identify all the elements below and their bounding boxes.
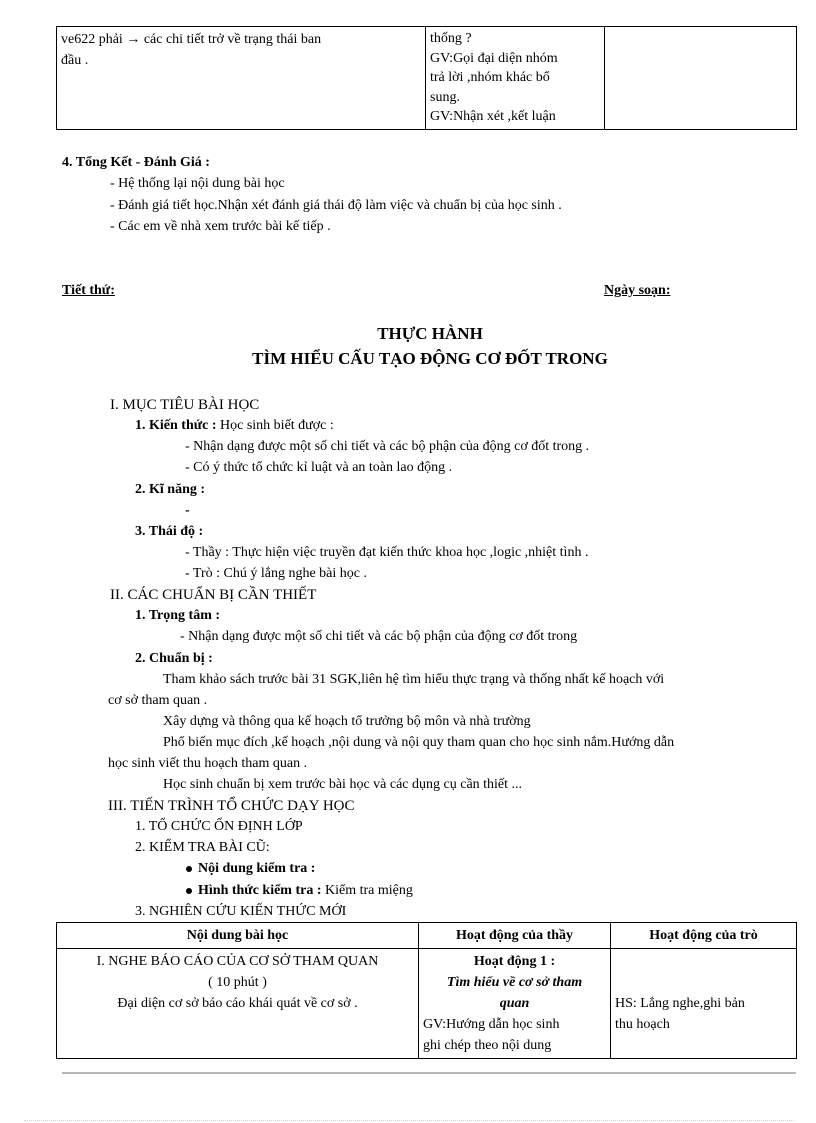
section3-item3: 3. NGHIÊN CỨU KIẾN THỨC MỚI	[135, 904, 347, 919]
cell-line: Hoạt động 1 :	[473, 954, 556, 969]
table-cell-content	[57, 949, 419, 1059]
hinh-thuc-kt	[186, 882, 413, 900]
page-title-line2: TÌM HIỂU CẤU TẠO ĐỘNG CƠ ĐỐT TRONG	[252, 349, 608, 368]
hinh-thuc-kt-label: Hình thức kiểm tra :	[198, 883, 322, 898]
hinh-thuc-kt-value: Kiểm tra miệng	[321, 883, 413, 898]
top-cell-line: ve622 phải → các chi tiết trở về trạng thái ban	[61, 32, 322, 47]
cell-line: Đại diện cơ sở báo cáo khái quát về cơ sở .	[117, 996, 358, 1011]
footer-divider	[62, 1072, 796, 1074]
section1-heading: I. MỤC TIÊU BÀI HỌC	[110, 397, 260, 413]
noi-dung-kt	[186, 860, 315, 878]
ngay-soan-label: Ngày soạn:	[604, 283, 671, 298]
table-header: Nội dung bài học	[57, 923, 419, 949]
thai-do-label: 3. Thái độ :	[135, 524, 204, 539]
cell-line: GV:Hướng dẫn học sinh	[423, 1017, 560, 1032]
cell-line: thu hoạch	[615, 1017, 670, 1032]
cell-line: Tìm hiểu về cơ sở tham	[446, 975, 583, 990]
chuan-bi-line: Tham khảo sách trước bài 31 SGK,liên hệ tìm hiểu thực trạng và thống nhất kế hoạch với	[163, 672, 665, 687]
kien-thuc-text: Học sinh biết được :	[216, 418, 334, 433]
chuan-bi-line: cơ sở tham quan .	[108, 693, 208, 708]
noi-dung-kt-label: Nội dung kiểm tra :	[198, 861, 316, 876]
top-cell-line: sung.	[430, 89, 460, 105]
cell-line: I. NGHE BÁO CÁO CỦA CƠ SỞ THAM QUAN	[96, 954, 379, 969]
thai-do-item: - Thầy : Thực hiện việc truyền đạt kiến thức khoa học ,logic ,nhiệt tình .	[185, 545, 589, 560]
top-table-col1	[57, 27, 426, 130]
chuan-bi-line: Phổ biến mục đích ,kế hoạch ,nội dung và nội quy tham quan cho học sinh nắm.Hướng dẫn	[163, 735, 675, 750]
top-table-col3	[605, 27, 797, 130]
top-cell-line: thống ?	[430, 31, 472, 46]
section3-item1: 1. TỔ CHỨC ỔN ĐỊNH LỚP	[135, 819, 303, 834]
spacer	[615, 951, 792, 993]
top-cell-line: đầu .	[61, 53, 89, 68]
lesson-table	[56, 922, 797, 1059]
kien-thuc-item: - Có ý thức tổ chức kỉ luật và an toàn lao động .	[185, 460, 453, 475]
table-header: Hoạt động của thầy	[419, 923, 611, 949]
summary-heading: 4. Tổng Kết - Đánh Giá :	[62, 155, 210, 170]
ki-nang-item: -	[185, 503, 190, 518]
top-cell-line: trả lời ,nhóm khác bổ	[430, 70, 550, 85]
top-cell-line: GV:Nhận xét ,kết luận	[430, 109, 556, 124]
kien-thuc-label: 1. Kiến thức :	[135, 418, 217, 433]
thai-do-item: - Trò : Chú ý lắng nghe bài học .	[185, 566, 367, 581]
bullet-icon	[186, 888, 192, 894]
table-cell-student	[611, 949, 797, 1059]
section2-heading: II. CÁC CHUẨN BỊ CẦN THIẾT	[110, 587, 317, 603]
summary-item: - Các em về nhà xem trước bài kế tiếp .	[110, 219, 331, 234]
trong-tam-label: 1. Trọng tâm :	[135, 608, 221, 623]
cell-line: ghi chép theo nội dung	[423, 1038, 552, 1053]
trong-tam-item: - Nhận dạng được một số chi tiết và các bộ phận của động cơ đốt trong	[180, 629, 578, 644]
kien-thuc	[135, 417, 334, 435]
summary-item: - Hệ thống lại nội dung bài học	[110, 176, 285, 191]
section3-heading: III. TIẾN TRÌNH TỔ CHỨC DẠY HỌC	[108, 798, 355, 814]
cell-line: HS: Lắng nghe,ghi bản	[615, 996, 745, 1011]
top-table	[56, 26, 797, 130]
page-title-line1: THỰC HÀNH	[377, 324, 483, 343]
summary-item: - Đánh giá tiết học.Nhận xét đánh giá thái độ làm việc và chuẩn bị của học sinh .	[110, 198, 562, 213]
chuan-bi-label: 2. Chuẩn bị :	[135, 651, 213, 666]
top-cell-line: GV:Gọi đại diện nhóm	[430, 50, 558, 66]
section3-item2: 2. KIỂM TRA BÀI CŨ:	[135, 840, 270, 855]
tiet-thu-label: Tiết thứ:	[62, 283, 115, 298]
table-cell-teacher	[419, 949, 611, 1059]
chuan-bi-line: học sinh viết thu hoạch tham quan .	[108, 756, 308, 771]
chuan-bi-line: Xây dựng và thông qua kế hoạch tổ trưởng bộ môn và nhà trường	[163, 714, 531, 729]
bullet-icon	[186, 866, 192, 872]
kien-thuc-item: - Nhận dạng được một số chi tiết và các bộ phận của động cơ đốt trong .	[185, 439, 590, 454]
table-header: Hoạt động của trò	[611, 923, 797, 949]
chuan-bi-line: Học sinh chuẩn bị xem trước bài học và các dụng cụ cần thiết ...	[163, 777, 523, 792]
top-table-col2	[426, 27, 605, 130]
page-edge	[24, 1120, 794, 1121]
ki-nang-label: 2. Kĩ năng :	[135, 482, 206, 497]
cell-line: ( 10 phút )	[208, 975, 267, 990]
cell-line: quan	[499, 996, 530, 1011]
